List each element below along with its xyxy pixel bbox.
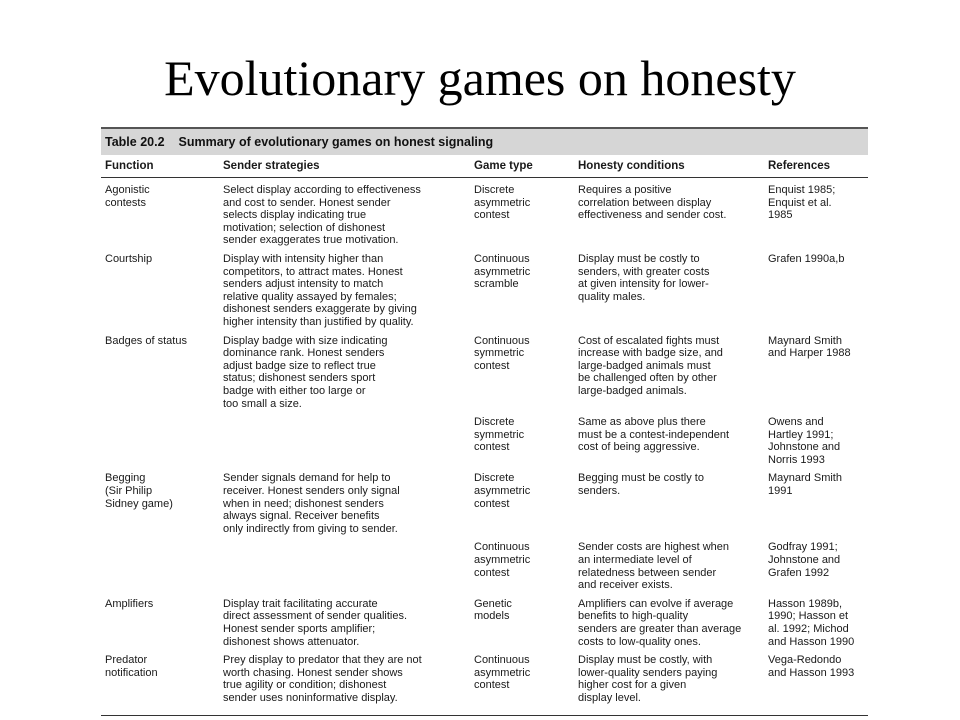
cell-honesty-conditions: Sender costs are highest when an intermediate level of relatedness between sender and receiver exists. [578, 541, 730, 592]
cell-references: Owens and Hartley 1991; Johnstone and Norris 1993 [768, 416, 841, 466]
cell-function [101, 535, 219, 591]
cell-game-type: Continuous asymmetric contest [474, 541, 531, 579]
header-game-type: Game type [470, 155, 574, 178]
header-sender-strategies: Sender strategies [219, 155, 470, 178]
cell-function: Badges of status [105, 334, 187, 347]
cell-game-type: Continuous asymmetric contest [474, 654, 531, 692]
cell-sender-strategies: Sender signals demand for help to receiver. Honest senders only signal when in need; dishonest senders always signal. Receiver benefits only indirectly from giving to sender. [223, 472, 400, 535]
cell-function [101, 410, 219, 466]
cell-references: Enquist 1985; Enquist et al. 1985 [768, 184, 836, 222]
cell-sender-strategies: Display trait facilitating accurate direct assessment of sender qualities. Honest sender sports amplifier; dishonest shows attenuator. [223, 597, 408, 648]
table-row [101, 648, 868, 715]
cell-sender-strategies: Display with intensity higher than competitors, to attract mates. Honest senders adjust intensity to match relative quality assayed by females; dishonest senders exaggerate by giving higher intensity than justified by quality. [223, 252, 417, 328]
cell-game-type: Discrete symmetric contest [474, 416, 525, 454]
cell-game-type: Continuous asymmetric scramble [474, 252, 531, 291]
table-row [101, 466, 868, 535]
cell-function: Agonistic contests [105, 184, 150, 209]
cell-references: Vega-Redondo and Hasson 1993 [768, 654, 855, 679]
cell-function: Predator notification [105, 654, 158, 679]
cell-function: Begging (Sir Philip Sidney game) [105, 472, 173, 510]
cell-references: Grafen 1990a,b [768, 252, 845, 265]
header-function: Function [101, 155, 219, 178]
cell-honesty-conditions: Same as above plus there must be a contest-independent cost of being aggressive. [578, 416, 730, 454]
cell-honesty-conditions: Display must be costly, with lower-quality senders paying higher cost for a given display level. [578, 654, 718, 704]
cell-sender-strategies [219, 535, 470, 591]
cell-sender-strategies [219, 410, 470, 466]
table-row [101, 247, 868, 329]
cell-honesty-conditions: Requires a positive correlation between display effectiveness and sender cost. [578, 184, 727, 222]
cell-honesty-conditions: Begging must be costly to senders. [578, 472, 704, 498]
cell-sender-strategies: Prey display to predator that they are not worth chasing. Honest sender shows true agility or condition; dishonest sender uses noninformative display. [223, 654, 422, 704]
table-caption [101, 127, 868, 155]
cell-honesty-conditions: Amplifiers can evolve if average benefits to high-quality senders are greater than average costs to low-quality ones. [578, 597, 742, 648]
table-row [101, 410, 868, 466]
cell-references: Godfray 1991; Johnstone and Grafen 1992 [768, 541, 841, 579]
cell-honesty-conditions: Display must be costly to senders, with greater costs at given intensity for lower- quality males. [578, 252, 710, 303]
summary-table-figure [101, 127, 868, 716]
cell-game-type: Continuous symmetric contest [474, 334, 530, 372]
slide-title: Evolutionary games on honesty [164, 50, 796, 106]
table-row [101, 178, 868, 247]
cell-references: Maynard Smith and Harper 1988 [768, 334, 851, 360]
table-caption-text: Summary of evolutionary games on honest signaling [178, 135, 494, 149]
cell-sender-strategies: Select display according to effectiveness and cost to sender. Honest sender selects display indicating true motivation; selection of dishonest sender exaggerates true motivation. [223, 184, 421, 247]
cell-sender-strategies: Display badge with size indicating dominance rank. Honest senders adjust badge size to reflect true status; dishonest senders sport badge with either too large or too small a size. [223, 334, 388, 410]
table-row [101, 329, 868, 411]
header-honesty-conditions: Honesty conditions [574, 155, 764, 178]
cell-honesty-conditions: Cost of escalated fights must increase with badge size, and large-badged animals must be challenged often by other large-badged animals. [578, 334, 723, 397]
header-references: References [764, 155, 868, 178]
cell-game-type: Genetic models [474, 597, 512, 623]
cell-game-type: Discrete asymmetric contest [474, 472, 531, 510]
table-row [101, 535, 868, 591]
cell-function: Amplifiers [105, 597, 154, 610]
cell-references: Hasson 1989b, 1990; Hasson et al. 1992; Michod and Hasson 1990 [768, 597, 855, 648]
cell-references: Maynard Smith 1991 [768, 472, 842, 498]
cell-game-type: Discrete asymmetric contest [474, 184, 531, 222]
cell-function: Courtship [105, 252, 153, 265]
summary-table [101, 155, 868, 716]
table-number: Table 20.2 [105, 135, 165, 149]
table-row [101, 592, 868, 648]
table-header-row [101, 155, 868, 178]
